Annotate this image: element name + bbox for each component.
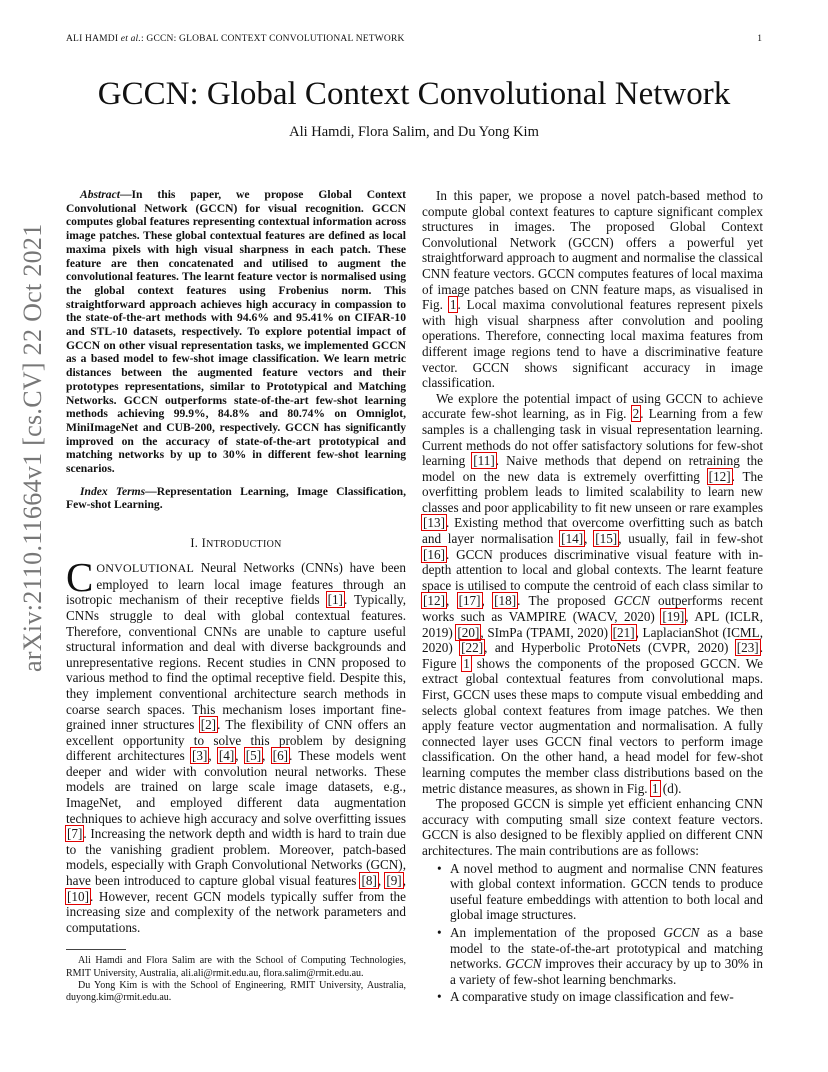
text-span: outperforms recent works such as VAMPIRE (WACV, 2020) <box>422 593 764 625</box>
text-span: . The proposed <box>517 593 614 609</box>
text-span: . GCCN produces discriminative visual feature with in-depth attention to local and global contexts. The learnt feature space is utilised to compute the centroid of each class similar to <box>422 546 763 593</box>
text-span: . The overfitting problem leads to limited scalability to learn new classes and poor applicability to fit new unseen or rare examples <box>422 468 764 515</box>
running-head-etal: et al. <box>120 34 141 44</box>
index-terms-lead: Index Terms <box>80 484 146 498</box>
text-span: . Local maxima convolutional features represent pixels with high visual sharpness after convolution and pooling operations. Therefore, connecting local maxima features from different image regions tend to have a discriminative feature vector. GCCN shows significant accuracy in image classification. <box>422 297 764 391</box>
running-head-author: ALI HAMDI <box>66 34 119 44</box>
paper-title: GCCN: Global Context Convolutional Network <box>97 76 731 112</box>
citation-link[interactable]: [5] <box>245 748 262 764</box>
citation-link[interactable]: [6] <box>272 748 289 764</box>
text-span: . Typically, CNNs struggle to deal with global contextual features. Therefore, conventional CNNs are unable to capture useful structural information and deal with diverse backgrounds and unrepresentative regions. Recent studies in CNN proposed to various method to find the optimal receptive field. Despite this, they implement conventional architecture search methods in coarse search spaces. This mechanism loses important fine-grained inner structures <box>66 592 406 733</box>
italic-term: GCCN <box>663 924 700 940</box>
citation-link[interactable]: [16] <box>423 546 445 562</box>
citation-link[interactable]: [4] <box>218 748 235 764</box>
figure-link[interactable]: 1 <box>463 655 470 671</box>
figure-link[interactable]: 1 <box>449 297 457 313</box>
citation-link[interactable]: [11] <box>473 453 495 469</box>
citation-link[interactable]: [8] <box>361 873 377 889</box>
text-span: . Naive methods that depend on retraining the model on the new data is extremely overfitting <box>422 453 763 484</box>
citation-link[interactable]: [21] <box>612 624 635 640</box>
text-span: . Increasing the network depth and width is hard to train due to the vanishing gradient problem. Moreover, patch-based models, especially with Graph Convolutional Networks (GCN), have been introduced to capture global visual features <box>66 826 406 889</box>
text-span: . Existing method that overcome overfitting such as batch and layer normalisation <box>422 515 763 547</box>
page-number: 1 <box>757 34 762 44</box>
body-paragraph <box>422 188 763 391</box>
running-head-title: : GCCN: GLOBAL CONTEXT CONVOLUTIONAL NETWORK <box>140 34 405 44</box>
text-span: , and Hyperbolic ProtoNets (CVPR, 2020) <box>484 640 736 656</box>
separator: , <box>402 873 406 889</box>
text-span: , APL (ICLR, 2019) <box>422 609 763 640</box>
separator: , <box>235 748 245 764</box>
arxiv-stamp: arXiv:2110.11664v1 [cs.CV] 22 Oct 2021 <box>18 223 47 672</box>
citation-link[interactable]: [23] <box>736 640 759 656</box>
citation-link[interactable]: [20] <box>457 624 480 640</box>
section-numeral: I. I <box>190 536 207 551</box>
footnote-rule <box>66 949 126 950</box>
left-column <box>66 188 406 1005</box>
citation-link[interactable]: [15] <box>595 531 618 547</box>
smallcaps-lead: ONVOLUTIONAL <box>96 561 195 576</box>
text-span: . These models went deeper and wider with convolution neural networks. These models are trained on large scale image datasets, e.g., ImageNet, and employed different data augmentation techniques to achieve high accuracy and solve overfitting issues <box>66 748 406 826</box>
citation-link[interactable]: [2] <box>200 717 217 733</box>
separator: , <box>377 873 386 889</box>
footnote-affiliation-1: Ali Hamdi and Flora Salim are with the School of Computing Technologies, RMIT University, Australia, ali.ali@rmit.edu.au, flora.salim@rmit.edu.au. <box>66 955 406 979</box>
citation-link[interactable]: [1] <box>327 592 343 608</box>
intro-paragraph <box>66 554 406 935</box>
citation-link[interactable]: [19] <box>662 609 685 625</box>
separator: , <box>445 593 458 609</box>
section-name: NTRODUCTION <box>206 539 282 551</box>
citation-link[interactable]: [3] <box>191 748 208 764</box>
body-paragraph <box>422 391 763 796</box>
text-span: as a base model to the state-of-the-art prototypical and matching networks. <box>450 924 763 972</box>
citation-link[interactable]: [13] <box>423 515 445 531</box>
italic-term: GCCN <box>613 593 650 609</box>
text-span: Neural Networks (CNNs) have been employed to learn local image features through an isotropic mechanism of their receptive fields <box>66 560 406 608</box>
citation-link[interactable]: [9] <box>386 873 402 889</box>
separator: , <box>481 593 494 609</box>
italic-term: GCCN <box>505 956 542 972</box>
list-item <box>437 860 763 923</box>
bullet-icon: • <box>437 989 442 1005</box>
text-span: . However, recent GCN models typically suffer from the increasing size and complexity of the network parameters and computations. <box>66 888 406 935</box>
text-span: , LaplacianShot (ICML, 2020) <box>422 624 763 656</box>
text-span: improves their accuracy by up to 30% in a variety of few-shot learning benchmarks. <box>450 956 763 987</box>
contributions-list <box>422 861 763 1005</box>
figure-link[interactable]: 2 <box>632 406 640 422</box>
index-terms <box>66 485 406 512</box>
text-span: In this paper, we propose a novel patch-based method to compute global context features to capture significant complex structures in images. The proposed Global Context Convolutional Network (GCCN) offers a powerful yet straightforward approach to augment and normalise the classical CNN feature vectors. GCCN computes features of local maxima of image patches based on CNN feature maps, as visualised in Fig. <box>422 188 763 313</box>
separator: , <box>208 748 218 764</box>
text-span: , usually, fail in few-shot <box>618 531 763 547</box>
citation-link[interactable]: [7] <box>67 826 83 842</box>
citation-link[interactable]: [12] <box>708 468 731 484</box>
text-span: A comparative study on image classification and few- <box>450 989 734 1005</box>
text-span: (d). <box>659 780 682 796</box>
list-item <box>437 924 763 987</box>
index-terms-text: —Representation Learning, Image Classification, Few-shot Learning. <box>66 484 406 512</box>
text-span: shows the components of the proposed GCCN. We extract global contextual features from convolutional maps. First, GCCN uses these maps to compute visual embedding and selects global context features from image patches. We then apply feature vector augmentation and normalisation. A fully connected layer uses GCCN final vectors to perform image classification. On the other hand, a head model for few-shot learning computes the member class distributions based on the metric distance measures, as shown in Fig. <box>422 655 763 796</box>
text-span: A novel method to augment and normalise CNN features with global context information. GCCN tends to produce useful feature embeddings with attention to both local and global image structures. <box>450 860 763 923</box>
footnote-affiliation-2: Du Yong Kim is with the School of Engineering, RMIT University, Australia, duyong.kim@rmit.edu.au. <box>66 980 406 1004</box>
section-heading-introduction <box>66 536 406 551</box>
separator: , <box>262 748 272 764</box>
right-column <box>422 188 763 1007</box>
body-paragraph: The proposed GCCN is simple yet efficient enhancing CNN accuracy with computing small size context feature vectors. GCCN is also designed to be flexibly applied on different CNN architectures. The main contributions are as follows: <box>422 796 763 858</box>
separator: , <box>584 531 595 547</box>
text-span: An implementation of the proposed <box>450 924 664 940</box>
citation-link[interactable]: [10] <box>67 888 89 904</box>
citation-link[interactable]: [18] <box>494 593 517 609</box>
abstract <box>66 188 406 476</box>
citation-link[interactable]: [22] <box>461 640 484 656</box>
text-span: , SImPa (TPAMI, 2020) <box>480 624 612 640</box>
text-span: . Learning from a few samples is a challenging task in visual representation learning. Current methods do not offer satisfactory solutions for few-shot learning <box>422 406 763 469</box>
text-span: . Figure <box>422 640 763 671</box>
bullet-icon: • <box>437 924 442 940</box>
citation-link[interactable]: [12] <box>423 593 445 609</box>
text-span: We explore the potential impact of using GCCN to achieve accurate few-shot learning, as in Fig. <box>422 390 763 422</box>
citation-link[interactable]: [17] <box>458 593 481 609</box>
citation-link[interactable]: [14] <box>561 531 584 547</box>
bullet-icon: • <box>437 860 442 876</box>
abstract-text: —In this paper, we propose Global Context Convolutional Network (GCCN) for visual recognition. GCCN computes global features representing contextual information across image patches. These global contextual features are defined as local maxima pixels with high visual sharpness in each patch. These feature are then concatenated and utilised to augment the convolutional features. The learnt feature vector is normalised using the global context features using Frobenius norm. This straightforward approach achieves high accuracy in compassion to the state-of-the-art methods with 94.6% and 95.41% on CIFAR-10 and STL-10 datasets, respectively. To explore potential impact of GCCN on other visual representation tasks, we implemented GCCN as a based model to few-shot image classification. We learn metric distances between the augmented feature vectors and their prototypes representations, similar to Prototypical and Matching Networks. GCCN outperforms state-of-the-art few-shot learning methods achieving 99.9%, 84.8% and 80.74% on Omniglot, MiniImageNet and CUB-200, respectively. GCCN has significantly improved on the accuracy of state-of-the-art prototypical and matching networks by up to 30% in different few-shot learning scenarios. <box>66 188 406 476</box>
abstract-lead: Abstract <box>80 188 120 201</box>
running-head <box>66 34 405 44</box>
paper-authors: Ali Hamdi, Flora Salim, and Du Yong Kim <box>289 124 539 140</box>
list-item <box>437 989 763 1005</box>
text-span: . The flexibility of CNN offers an excellent opportunity to solve this problem by designing different architectures <box>66 717 406 764</box>
figure-link[interactable]: 1 <box>651 780 659 796</box>
dropcap: C <box>66 554 94 601</box>
